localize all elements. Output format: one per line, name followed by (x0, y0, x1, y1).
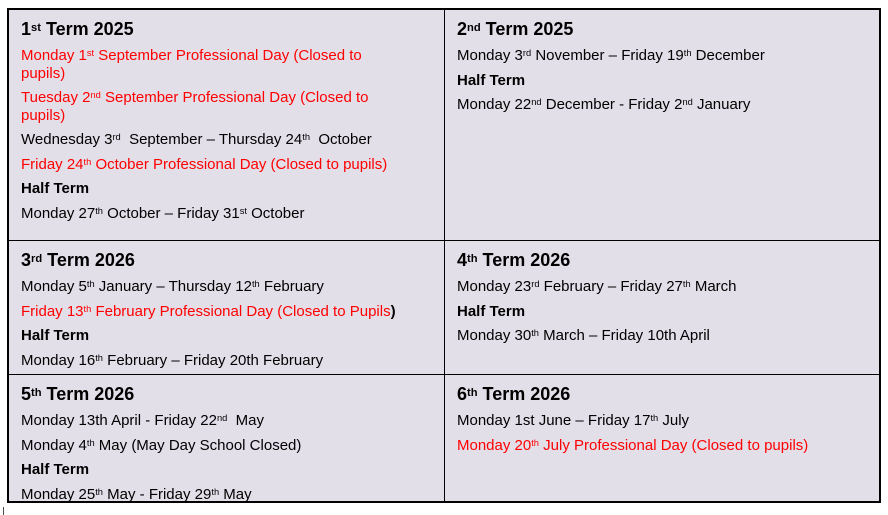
term-dates-table (7, 8, 881, 503)
schedule-line: Monday 1st June – Friday 17th July (457, 412, 690, 429)
schedule-line: Monday 30th March – Friday 10th April (457, 327, 710, 344)
schedule-line: Monday 23rd February – Friday 27th March (457, 278, 737, 295)
schedule-line: Monday 13th April - Friday 22nd May (21, 412, 264, 429)
schedule-line: Half Term (21, 180, 90, 197)
term-cell-5th-term-2026 (9, 374, 444, 501)
term-cell-6th-term-2026 (444, 374, 879, 501)
term-cell-4th-term-2026 (444, 240, 879, 374)
term-cell-2nd-term-2025 (444, 10, 879, 240)
next-table-row-edge (3, 507, 4, 515)
schedule-line: Monday 27th October – Friday 31st October (21, 204, 305, 222)
schedule-line: Monday 22nd December - Friday 2nd January (457, 96, 751, 113)
term-title: 4th Term 2026 (457, 250, 571, 270)
term-title: 3rd Term 2026 (21, 250, 135, 270)
term-title: 1st Term 2025 (21, 19, 134, 39)
schedule-line: Half Term (21, 461, 90, 478)
schedule-line: Monday 25th May - Friday 29th May (21, 485, 252, 501)
schedule-line: Monday 20th July Professional Day (Closed to pupils) (457, 436, 809, 454)
term-cell-3rd-term-2026 (9, 240, 444, 374)
schedule-line: Monday 1st September Professional Day (Closed to pupils) (21, 47, 362, 82)
term-title: 2nd Term 2025 (457, 19, 574, 39)
term-title: 6th Term 2026 (457, 384, 571, 404)
schedule-line: Half Term (21, 327, 90, 344)
term-cell-1st-term-2025 (9, 10, 444, 240)
schedule-line: Half Term (457, 302, 526, 320)
schedule-line: Half Term (457, 71, 526, 89)
schedule-line: Monday 5th January – Thursday 12th February (21, 278, 324, 295)
schedule-line: Monday 3rd November – Friday 19th December (457, 47, 765, 64)
schedule-line: Friday 24th October Professional Day (Closed to pupils) (21, 155, 388, 173)
schedule-line: Monday 16th February – Friday 20th February (21, 351, 324, 369)
schedule-line: Tuesday 2nd September Professional Day (Closed to pupils) (21, 89, 369, 124)
schedule-line: Monday 4th May (May Day School Closed) (21, 436, 302, 454)
term-title: 5th Term 2026 (21, 384, 135, 404)
schedule-line: Friday 13th February Professional Day (Closed to Pupils) (21, 302, 396, 320)
schedule-line: Wednesday 3rd September – Thursday 24th October (21, 131, 372, 148)
